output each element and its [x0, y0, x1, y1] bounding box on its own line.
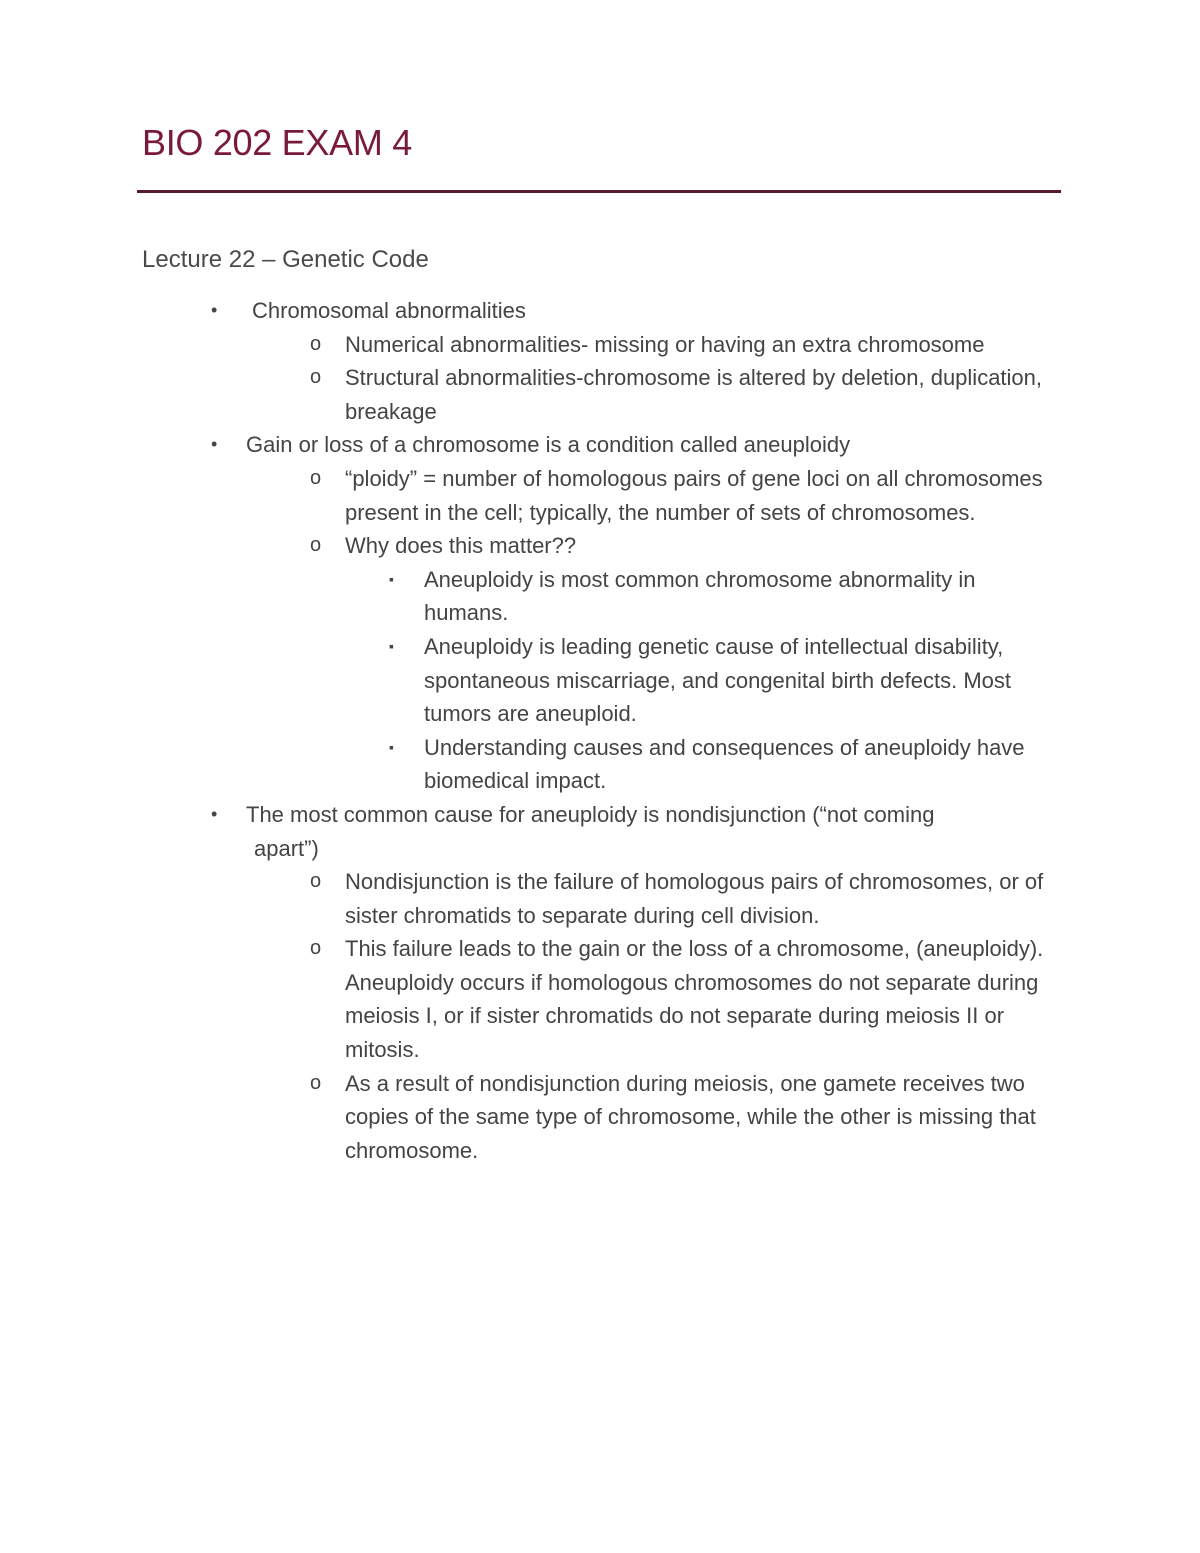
circle-bullet-icon: o [310, 1071, 322, 1094]
list-item-text: As a result of nondisjunction during meiosis, one gamete receives two copies of the same type of chromosome, while the other is missing that chromosome. [345, 1070, 1036, 1163]
list-item-text-line: The most common cause for aneuploidy is nondisjunction (“not coming [246, 801, 935, 827]
list-item [0, 932, 1060, 1066]
lecture-heading: Lecture 22 – Genetic Code [142, 246, 429, 273]
circle-bullet-icon: o [310, 937, 322, 960]
list-item-text: Understanding causes and consequences of aneuploidy have biomedical impact. [424, 734, 1025, 794]
list-item-text: Gain or loss of a chromosome is a condition called aneuploidy [246, 432, 851, 458]
outline-list [0, 294, 1200, 1167]
list-item-text: Chromosomal abnormalities [252, 298, 526, 323]
list-item-text: “ploidy” = number of homologous pairs of gene loci on all chromosomes present in the cell; typically, the number of sets of chromosomes. [345, 465, 1043, 525]
bullet-icon: • [211, 434, 218, 455]
square-bullet-icon: ▪ [389, 738, 394, 755]
list-item-text: Numerical abnormalities- missing or having an extra chromosome [345, 331, 985, 357]
list-item-text: Why does this matter?? [345, 533, 577, 559]
list-item [0, 462, 1060, 529]
list-item [0, 294, 1046, 328]
list-item-text: Aneuploidy is most common chromosome abnormality in humans. [424, 566, 976, 626]
list-item [0, 328, 1060, 362]
list-item [0, 798, 1046, 865]
list-item [0, 865, 1060, 932]
list-item [0, 1067, 1060, 1168]
list-item-text: Aneuploidy is leading genetic cause of intellectual disability, spontaneous miscarriage, and congenital birth defects. Most tumors are aneuploid. [424, 633, 1011, 727]
list-item [0, 361, 1060, 428]
list-item-text: This failure leads to the gain or the loss of a chromosome, (aneuploidy). Aneuploidy occurs if homologous chromosomes do not separate during meiosis I, or if sister chromatids do not separate during meiosis II or mitosis. [345, 936, 1044, 1063]
square-bullet-icon: ▪ [389, 637, 394, 654]
bullet-icon: • [211, 300, 218, 320]
list-item-text-line: apart”) [254, 835, 319, 861]
list-item [0, 630, 1060, 731]
list-item [0, 731, 1060, 798]
circle-bullet-icon: o [310, 332, 322, 355]
page-title: BIO 202 EXAM 4 [142, 122, 412, 163]
list-item [0, 529, 1060, 563]
circle-bullet-icon: o [310, 534, 322, 557]
list-item [0, 428, 1046, 462]
bullet-icon: • [211, 803, 218, 824]
circle-bullet-icon: o [310, 870, 322, 893]
square-bullet-icon: ▪ [389, 570, 394, 587]
list-item [0, 563, 1060, 630]
list-item-text: Structural abnormalities-chromosome is altered by deletion, duplication, breakage [345, 365, 1043, 424]
list-item-text: Nondisjunction is the failure of homologous pairs of chromosomes, or of sister chromatids to separate during cell division. [345, 869, 1044, 928]
title-divider [137, 190, 1061, 193]
circle-bullet-icon: o [310, 466, 322, 489]
circle-bullet-icon: o [310, 366, 322, 389]
